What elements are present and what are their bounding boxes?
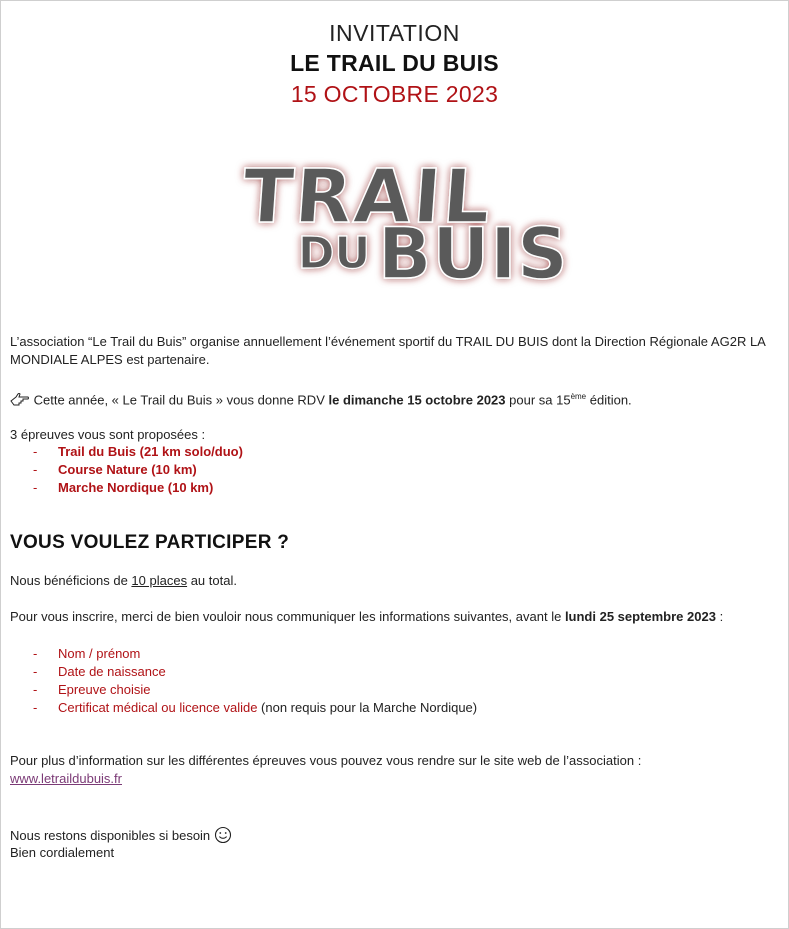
list-item: - Course Nature (10 km) [33,462,197,477]
certificat-note: (non requis pour la Marche Nordique) [257,700,478,715]
rdv-date: le dimanche 15 octobre 2023 [328,392,506,408]
rdv-text-before: Cette année, « Le Trail du Buis » vous donne RDV [33,392,329,408]
logo-word-trail: TRAIL [239,154,496,240]
list-item: - Trail du Buis (21 km solo/duo) [33,444,243,459]
rdv-superscript: ème [570,392,587,401]
event-date: 15 OCTOBRE 2023 [290,81,499,107]
closing-line-2: Bien cordialement [10,845,115,860]
intro-paragraph: L’association “Le Trail du Buis” organise annuellement l’événement sportif du TRAIL DU BUIS dont la Direction Régionale AG2R LA MONDIALE ALPES est partenaire. [10,334,766,367]
epreuves-list [10,443,243,497]
logo-word-du: DU [298,228,371,279]
infos-list [10,645,477,717]
places-paragraph: Nous bénéficions de 10 places au total. [10,573,237,588]
list-item: - Marche Nordique (10 km) [33,480,214,495]
inscription-paragraph: Pour vous inscrire, merci de bien vouloir nous communiquer les informations suivantes, avant le lundi 25 septembre 2023 : [10,609,724,624]
rdv-paragraph [10,388,780,409]
pointing-hand-icon [10,392,30,406]
more-info-paragraph: Pour plus d’information sur les différentes épreuves vous pouvez vous rendre sur le site web de l’association : [10,753,642,768]
closing-line-1: Nous restons disponibles si besoin [10,826,232,845]
section-title: VOUS VOULEZ PARTICIPER ? [10,532,290,553]
event-title: LE TRAIL DU BUIS [290,50,499,76]
rdv-text-end: édition. [586,392,632,408]
epreuves-intro: 3 épreuves vous sont proposées : [10,427,206,442]
list-item: - Date de naissance [33,664,166,679]
places-count: 10 places [131,573,188,588]
rdv-text-after: pour sa 15 [505,392,571,408]
list-item: - Nom / prénom [33,646,141,661]
logo-word-buis: BUIS [378,213,569,295]
website-line [10,770,122,788]
deadline-date: lundi 25 septembre 2023 [564,609,716,624]
list-item: - Certificat médical ou licence valide (non requis pour la Marche Nordique) [33,700,478,715]
smiley-icon [214,826,232,844]
list-item: - Epreuve choisie [33,682,151,697]
invitation-label: INVITATION [329,20,460,46]
trail-du-buis-logo [238,150,569,295]
website-link[interactable]: www.letraildubuis.fr [10,771,122,786]
